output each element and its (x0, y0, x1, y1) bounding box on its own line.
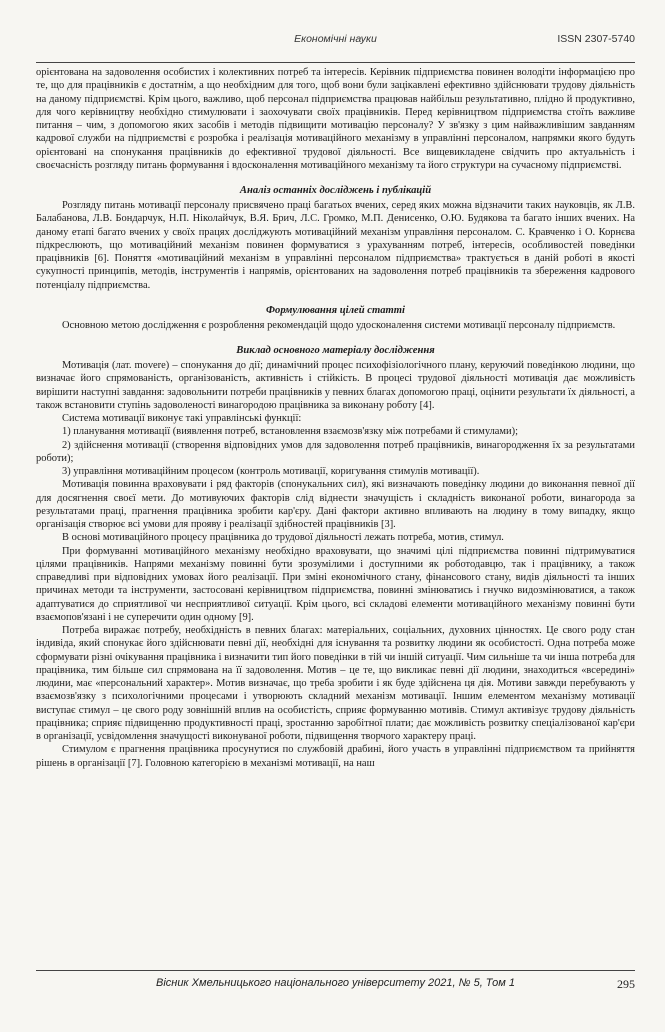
section-heading-analysis: Аналіз останніх досліджень і публікацій (239, 185, 432, 196)
section-heading-main: Виклад основного матеріалу дослідження (236, 345, 435, 356)
intro-paragraph: орієнтована на задоволення особистих і колективних потреб та інтересів. Керівник підприємства повинен володіти інформацією про те, що для працівників є достатнім, а що необхідним для того, щоб вони були зацікавлені ефективно здійснювати трудову діяльність на даному підприємстві. Крім цього, важливо, щоб персонал підприємства працював найбільш результативно, плідно й продуктивно, для чого керівництву необхідно стимулювати і заохочувати своїх працівників. Перед керівництвом підприємства стоїть важливе питання – чим, з допомогою яких засобів і методів підвищити мотивацію персоналу? У зв'язку з цим найважливішим завданням кадрової служби на підприємстві є розробка і реалізація мотиваційного механізму в управлінні персоналом, напрямки якого будуть орієнтовані на спонукання працівників до ефективної трудової діяльності. Все вищевикладене свідчить про актуальність і своєчасність розгляду питань формування і вдосконалення мотиваційного механізму та його структури на сучасному підприємстві. (36, 67, 635, 171)
footer-rule (36, 970, 635, 971)
list-item: 3) управління мотиваційним процесом (контроль мотивації, коригування стимулів мотивації). (62, 466, 480, 477)
main-paragraph: При формуванні мотиваційного механізму необхідно враховувати, що значимі цілі підприємства повинні підтримуватися цілями працівників. Напрями механізму повинні бути зрозумілими і доступними як роботодавцю, так і працівнику, а також справедливі при відповідних умовах його реалізації. При зміні економічного стану, фінансового стану, видів діяльності та інших причинах методи та інструменти, застосовані керівництвом підприємства, повинні змінюватись і гнучко видозмінюватися, а також адаптуватися до сприятливої чи несприятливої ситуації. Крім цього, всі складові елементи мотиваційного механізму повинні бути взаємопов'язані і не суперечити один одному [9]. (36, 545, 635, 623)
page-footer (36, 977, 635, 993)
journal-title: Вісник Хмельницького національного університету 2021, № 5, Том 1 (155, 977, 515, 989)
main-paragraph: Стимулом є прагнення працівника просунутися по службовій драбині, його участь в управлінні підприємством та прийняття рішень в організації [7]. Головною категорією в механізмі мотивації, на наш (36, 744, 635, 769)
page-number: 295 (617, 977, 635, 991)
main-paragraph: Потреба виражає потребу, необхідність в певних благах: матеріальних, соціальних, духовних цінностях. Це свого роду стан індивіда, який спонукає його здійснювати певні дії, необхідні для існування та розвитку людини як особистості. Одна потреба може сформувати різні очікування працівника і визначити тип його поведінки в тій чи іншій ситуації. Чим сильніше та чи інша потреба для працівника, тим більше сил спрямована на її задоволення. Мотив – це те, що викликає певні дії людини, знаходиться «всередині» людини, має «персональний характер». Мотив визначає, що треба зробити і як буде здійснена ця дія. Мотиви завжди перебувають у взаємозв'язку з психологічними процесами і утворюють складний механізм мотивації. Іншим елементом механізму мотивації виступає стимул – це свого роду зовнішній вплив на особистість, сприяє формуванню мотивів. Стимул активізує трудову діяльність працівника; сприяє підвищенню продуктивності праці, зростанню заробітної плати; дає можливість розвитку спеціалізованої кар'єри в організації, усвідомлення значущості виконуваної роботи, підвищення творчого характеру праці. (36, 625, 635, 742)
main-paragraph: Система мотивації виконує такі управлінські функції: (62, 413, 302, 424)
journal-section: Економічні науки (294, 33, 377, 45)
list-item: 1) планування мотивації (виявлення потреб, встановлення взаємозв'язку між потребами й стимулами); (62, 426, 518, 438)
list-item: 2) здійснення мотивації (створення відповідних умов для задоволення потреб працівників, винагородження їх за результатами роботи); (36, 439, 635, 464)
section-heading-goals: Формулювання цілей статті (266, 304, 405, 316)
goals-paragraph: Основною метою дослідження є розроблення рекомендацій щодо удосконалення системи мотивації персоналу підприємств. (62, 319, 616, 331)
article-body (36, 66, 635, 770)
main-paragraph: В основі мотиваційного процесу працівника до трудової діяльності лежать потреба, мотив, стимул. (62, 532, 504, 544)
header-rule (36, 62, 635, 63)
running-head (36, 33, 635, 49)
issn: ISSN 2307-5740 (557, 33, 635, 45)
main-paragraph: Мотивація повинна враховувати і ряд факторів (спонукальних сил), які визначають поведінку людини до виконання певної дії для досягнення своєї мети. До мотивуючих факторів слід віднести значущість і складність виконаної роботи, винагорода за результатами праці, прагнення працівника зробити кар'єру. Дані фактори активно впливають на людину в тому випадку, якщо організація створює всі умови для прояву і реалізації здібностей працівників [3]. (36, 479, 635, 530)
analysis-paragraph: Розгляду питань мотивації персоналу присвячено праці багатьох вчених, серед яких можна відзначити таких науковців, як Л.В. Балабанова, Л.В. Бондарчук, Н.П. Ніколайчук, В.Я. Брич, Л.С. Громко, М.П. Денисенко, О.Ю. Будякова та багато інших вчених. На даному етапі багато вчених у своїх працях досліджують мотиваційний механізм управління персоналом. С. Кравченко і О. Корнєва підкреслюють, що мотиваційний механізм повинен формуватися з урахуванням потреб, інтересів, особливостей поведінки працівників [6]. Поняття «мотиваційний механізм в управлінні персоналом підприємства» трактується в даній роботі в якості сукупності принципів, методів, інструментів і напрямів, орієнтованих на задоволення потреб працівників та збереження кадрового потенціалу підприємства. (36, 200, 635, 291)
main-paragraph: Мотивація (лат. movere) – спонукання до дії; динамічний процес психофізіологічного плану, керуючий поведінкою людини, що визначає його спрямованість, організованість, активність і стійкість. В процесі трудової діяльності мотивація дає можливість вирішити наступні завдання: задовольнити потреби працівників у певних благах допомогою праці, оцінити результати їх діяльності, а також встановити ступінь задоволеності винагородою працівника за виконану роботу [4]. (36, 360, 635, 411)
